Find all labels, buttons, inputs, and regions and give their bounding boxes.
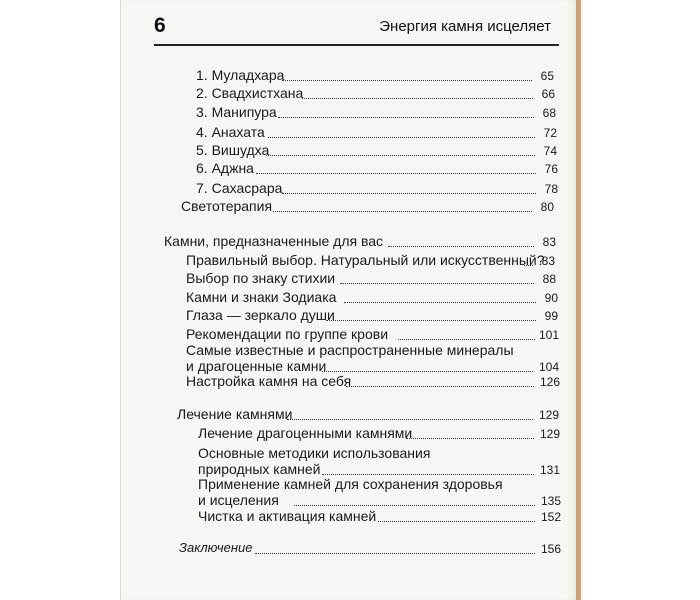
toc-leader xyxy=(266,155,535,156)
page-number: 6 xyxy=(154,14,166,37)
toc-entry-title: Глаза — зеркало души xyxy=(186,307,335,323)
toc-leader xyxy=(406,438,534,439)
toc-entry-title: Светотерапия xyxy=(181,198,273,214)
toc-entry xyxy=(196,160,558,178)
toc-entry xyxy=(196,180,558,198)
toc-leader xyxy=(256,173,536,174)
toc-leader xyxy=(326,320,536,321)
toc-entry-page: 83 xyxy=(542,235,556,249)
toc-leader xyxy=(294,505,535,506)
toc-leader xyxy=(340,283,534,284)
toc-leader xyxy=(344,302,536,303)
toc-entry xyxy=(196,104,556,122)
toc-entry-page: 152 xyxy=(540,510,561,524)
toc-entry-page: 104 xyxy=(538,360,559,374)
toc-leader xyxy=(524,265,533,266)
toc-leader xyxy=(282,193,536,194)
toc-entry-title-continued: и драгоценные камни xyxy=(186,358,327,374)
toc-entry xyxy=(186,252,555,270)
toc-entry-title: Чистка и активация камней xyxy=(198,508,377,524)
toc-leader xyxy=(322,371,533,372)
toc-entry-title: 5. Вишудха xyxy=(196,142,270,158)
toc-entry-title: 6. Аджна xyxy=(196,160,254,176)
toc-entry-page: 135 xyxy=(540,494,561,508)
toc-leader xyxy=(287,419,533,420)
toc-entry-page: 76 xyxy=(544,162,558,176)
toc-leader xyxy=(302,98,533,99)
toc-leader xyxy=(398,339,535,340)
toc-entry xyxy=(196,142,557,160)
toc-section-heading xyxy=(179,540,561,558)
toc-entry-title: Основные методики использования xyxy=(198,445,431,461)
toc-entry-page: 126 xyxy=(539,375,560,389)
toc-entry-page: 156 xyxy=(540,542,561,556)
toc-leader xyxy=(282,80,532,81)
toc-leader xyxy=(388,246,534,247)
toc-entry-title: 7. Сахасрара xyxy=(196,180,283,196)
toc-entry-page: 65 xyxy=(540,69,554,83)
running-title: Энергия камня исцеляет xyxy=(379,18,551,35)
toc-leader xyxy=(378,521,535,522)
toc-entry-title: Лечение камнями xyxy=(177,406,293,422)
toc-entry-page: 99 xyxy=(544,309,558,323)
toc-entry xyxy=(186,307,558,325)
toc-entry-title: Правильный выбор. Натуральный или искусственный? xyxy=(186,252,545,268)
toc-section-heading xyxy=(177,406,559,424)
toc-entry-page: 129 xyxy=(539,427,560,441)
toc-entry-title-continued: природных камней xyxy=(198,461,321,477)
toc-entry-title: 2. Свадхистхана xyxy=(196,85,304,101)
toc-entry-title: Выбор по знаку стихии xyxy=(186,270,336,286)
toc-entry xyxy=(186,289,558,307)
toc-entry-title: Применение камней для сохранения здоровья xyxy=(198,476,503,492)
toc-entry-page: 78 xyxy=(544,182,558,196)
book-page xyxy=(120,0,581,600)
toc-entry xyxy=(186,373,560,391)
toc-entry-page: 88 xyxy=(542,272,556,286)
toc-entry-title: Камни, предназначенные для вас xyxy=(164,233,384,249)
toc-entry-page: 101 xyxy=(538,328,559,342)
toc-entry xyxy=(198,425,560,443)
toc-entry-title: Камни и знаки Зодиака xyxy=(186,289,337,305)
toc-entry xyxy=(198,508,561,526)
toc-entry-title-continued: и исцеления xyxy=(198,492,279,508)
toc-leader xyxy=(255,553,535,554)
toc-entry-title: 3. Манипура xyxy=(196,104,277,120)
toc-entry xyxy=(196,67,554,85)
toc-entry-title: Лечение драгоценными камнями xyxy=(198,425,413,441)
toc-entry xyxy=(181,198,554,216)
toc-leader xyxy=(268,137,535,138)
table-of-contents xyxy=(121,0,581,600)
toc-entry-page: 68 xyxy=(542,106,556,120)
toc-entry-page: 129 xyxy=(538,408,559,422)
toc-entry-title: Рекомендации по группе крови xyxy=(186,326,389,342)
toc-entry-page: 90 xyxy=(544,291,558,305)
toc-entry xyxy=(186,270,556,288)
toc-entry-title: Заключение xyxy=(179,540,253,555)
toc-entry xyxy=(198,476,561,512)
toc-entry-page: 131 xyxy=(539,463,560,477)
toc-entry-title: Самые известные и распространенные минералы xyxy=(186,342,514,358)
toc-entry-title: 1. Муладхара xyxy=(196,67,285,83)
toc-leader xyxy=(346,386,534,387)
toc-entry-page: 80 xyxy=(540,200,554,214)
toc-leader xyxy=(322,474,534,475)
toc-entry xyxy=(196,124,557,142)
toc-entry-page: 74 xyxy=(543,144,557,158)
toc-entry-page: 66 xyxy=(541,87,555,101)
toc-leader xyxy=(273,211,532,212)
toc-section-heading xyxy=(164,233,556,251)
toc-leader xyxy=(278,117,534,118)
toc-entry-page: 72 xyxy=(543,126,557,140)
toc-entry-page: 83 xyxy=(541,254,555,268)
toc-entry-title: 4. Анахата xyxy=(196,124,265,140)
toc-entry-title: Настройка камня на себя xyxy=(186,373,352,389)
toc-entry xyxy=(196,85,555,103)
